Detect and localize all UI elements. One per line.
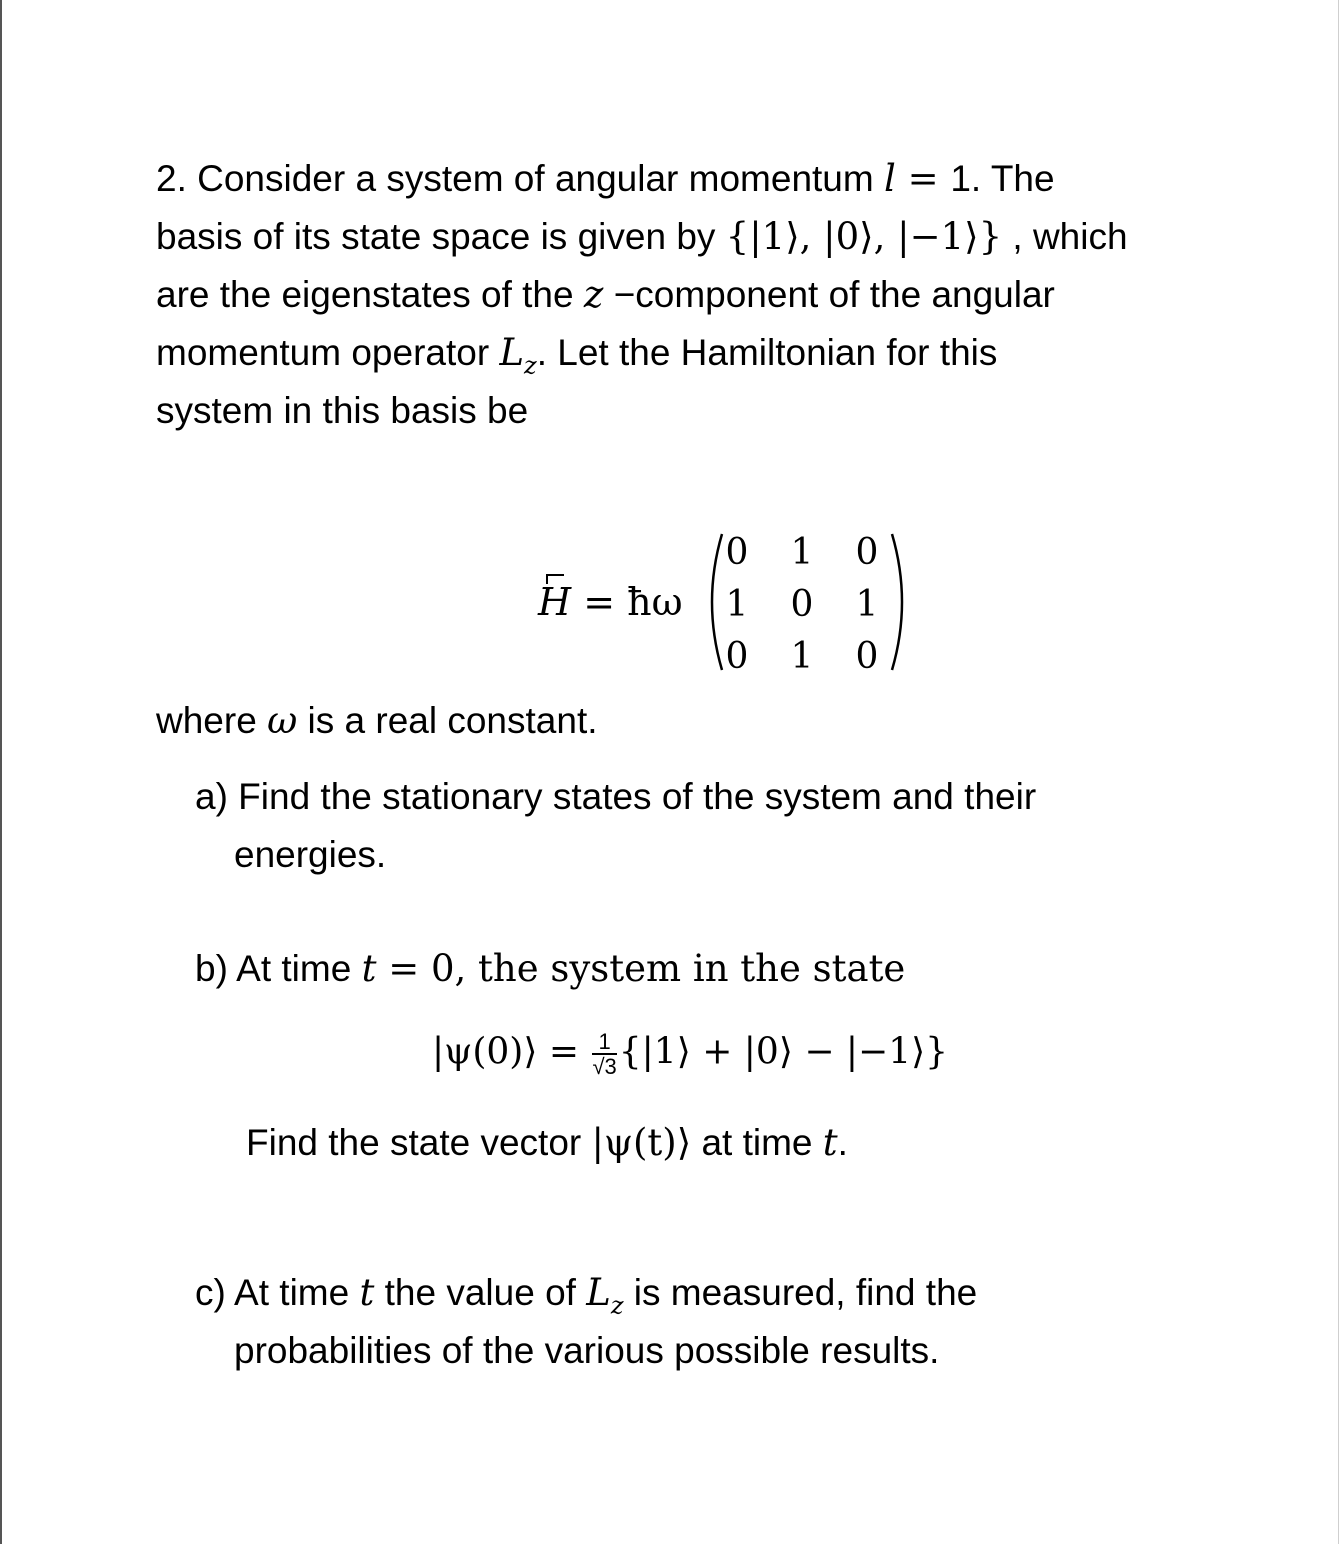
left-paren-icon [712,534,722,670]
hamiltonian-operator: H [538,580,572,624]
matrix-cell: 1 [790,636,814,677]
hamiltonian-prefactor: = ħω [571,580,683,624]
right-paren-icon [892,534,902,670]
part-c-line-2: probabilities of the various possible results. [234,1330,940,1371]
matrix-cell: 0 [855,636,879,677]
hamiltonian-lhs [538,580,683,625]
matrix-cell: 0 [790,584,814,625]
intro-line-4: momentum operator $L_z$. Let the Hamiltonian for this [156,331,998,380]
part-c-line-1: c) At time t the value of $L_z$ is measured, find the [195,1271,978,1320]
part-a-line-2: energies. [234,834,387,875]
intro-line-2: basis of its state space is given by {|1⟩, |0⟩, |−1⟩} , which [156,215,1128,258]
matrix-cell: 0 [855,532,879,573]
matrix-cell: 0 [725,636,749,677]
hamiltonian-matrix [700,528,910,676]
intro-line-5: system in this basis be [156,390,529,431]
one-over-root-three: $\frac{1}{√3}$ [592,1029,617,1080]
matrix-cell: 1 [725,584,749,625]
matrix-cell: 0 [725,532,749,573]
intro-line-3: are the eigenstates of the z −component of the angular [156,273,1055,316]
initial-state-equation: |ψ(0)⟩ = $\frac{1}{√3}$ {|1⟩ + |0⟩ − |−1⟩} [432,1029,949,1080]
intro-line-1: 2. Consider a system of angular momentum l = 1. The [156,157,1055,200]
matrix-cell: 1 [790,532,814,573]
part-b-find-line: Find the state vector |ψ(t)⟩ at time t. [246,1121,848,1164]
part-a-line-1: a) Find the stationary states of the system and their [195,776,1037,817]
where-line: where ω is a real constant. [156,699,598,742]
matrix-cell: 1 [855,584,879,625]
part-b-line-1: b) At time t = 0, the system in the state [195,947,906,990]
